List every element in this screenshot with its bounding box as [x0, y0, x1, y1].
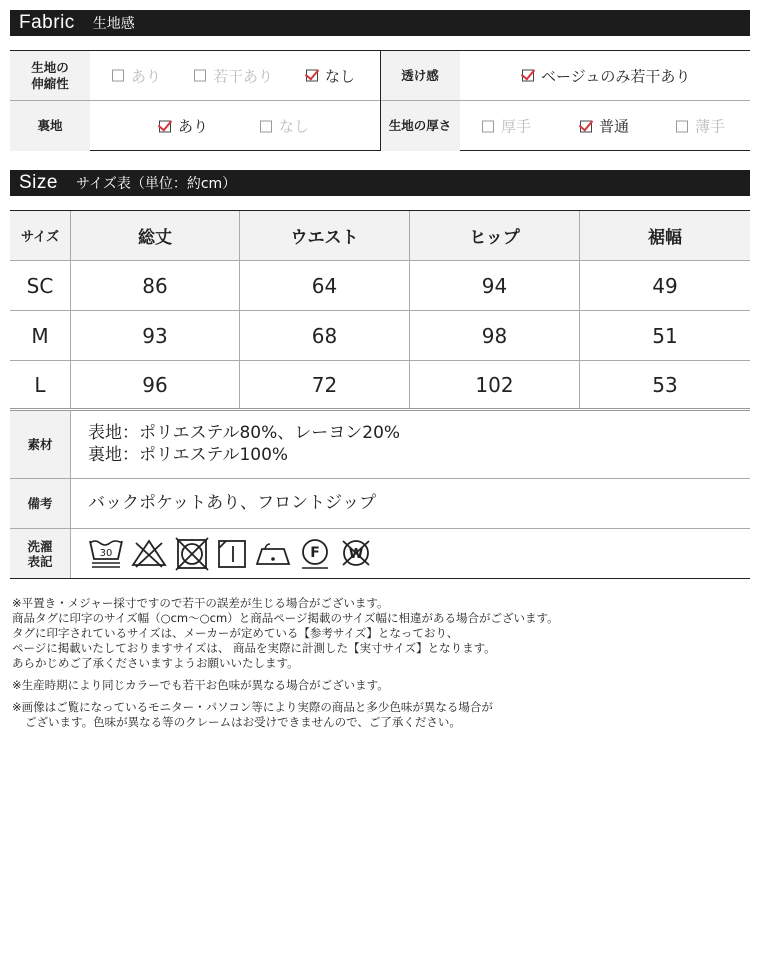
- note-line: 商品タグに印字のサイズ幅（○cm〜○cm）と商品ページ掲載のサイズ幅に相違がある場合がございます。: [12, 611, 559, 625]
- table-cell: 102: [410, 361, 580, 408]
- checked-checkbox-icon: [580, 120, 592, 132]
- note-line: ※平置き・メジャー採寸ですので若干の誤差が生じる場合がございます。: [12, 596, 389, 610]
- lining-options: [90, 101, 380, 151]
- thickness-option-thick[interactable]: [482, 116, 531, 137]
- material-label: 素材: [10, 411, 71, 478]
- material-outer: 表地：ポリエステル80%、レーヨン20%: [88, 423, 401, 444]
- table-cell: 51: [652, 323, 678, 348]
- note-line: タグに印字されているサイズは、メーカーが定めている【参考サイズ】となっており、: [12, 626, 459, 640]
- sheer-options: [460, 51, 750, 100]
- lining-label: 裏地: [10, 101, 90, 151]
- note-line: ※生産時期により同じカラーでも若干お色味が異なる場合がございます。: [12, 678, 389, 692]
- sheer-label: 透け感: [380, 51, 460, 100]
- checkbox-icon: [194, 70, 206, 82]
- fabric-divider: [380, 51, 381, 151]
- wash-30-icon: [88, 537, 124, 571]
- thickness-option-thin[interactable]: [676, 116, 725, 137]
- thickness-label: 生地の厚さ: [380, 101, 460, 151]
- size-header-size: サイズ: [10, 211, 71, 260]
- fabric-title-en: Fabric: [19, 12, 75, 33]
- stretch-label-line2: 伸縮性: [31, 75, 69, 91]
- size-header-waist: ウエスト: [240, 211, 410, 260]
- fabric-title-jp: 生地感: [92, 16, 135, 32]
- size-title-jp: サイズ表（単位：約cm）: [75, 176, 237, 192]
- material-row: [10, 411, 750, 479]
- checkbox-icon: [482, 120, 494, 132]
- table-row: [10, 311, 750, 361]
- option-label: あり: [131, 67, 162, 85]
- checkbox-icon: [676, 120, 688, 132]
- size-header-length: 総丈: [71, 211, 240, 260]
- size-section-header: [10, 170, 750, 196]
- option-label: 厚手: [501, 117, 532, 136]
- remarks-value: バックポケットあり、フロントジップ: [88, 492, 377, 513]
- stretch-label: [10, 51, 90, 100]
- no-tumble-dry-icon: [174, 537, 210, 571]
- option-label: 普通: [599, 117, 630, 136]
- stretch-label-line1: 生地の: [31, 59, 69, 75]
- checked-checkbox-icon: [306, 70, 318, 82]
- care-row: [10, 529, 750, 579]
- size-title-en: Size: [19, 172, 58, 193]
- table-cell: 68: [240, 311, 410, 360]
- iron-low-icon: [254, 537, 292, 571]
- care-label-line1: 洗濯: [27, 538, 53, 554]
- thickness-options: [460, 101, 750, 151]
- table-cell: 72: [240, 361, 410, 408]
- size-table: [10, 210, 750, 579]
- size-header-row: [10, 211, 750, 261]
- checkbox-icon: [112, 70, 124, 82]
- table-cell: 64: [240, 261, 410, 310]
- stretch-options: [90, 51, 380, 100]
- material-lining: 裏地：ポリエステル100%: [88, 444, 289, 465]
- hang-dry-shade-icon: [216, 537, 248, 571]
- thickness-option-normal[interactable]: [580, 116, 629, 137]
- care-label: [10, 529, 71, 578]
- checked-checkbox-icon: [159, 120, 171, 132]
- table-cell: 98: [410, 311, 580, 360]
- table-cell: 53: [652, 372, 678, 397]
- checkbox-icon: [260, 120, 272, 132]
- remarks-row: [10, 479, 750, 529]
- table-cell: 86: [71, 261, 240, 310]
- wash-temp: 30: [99, 547, 113, 559]
- checked-checkbox-icon: [522, 70, 534, 82]
- table-row: [10, 361, 750, 411]
- fabric-section-header: [10, 10, 750, 36]
- fabric-table: [10, 50, 750, 151]
- table-cell: 93: [71, 311, 240, 360]
- option-label: あり: [178, 117, 209, 136]
- lining-option-nashi[interactable]: [260, 116, 309, 137]
- notes-block: [12, 596, 748, 730]
- table-cell: 96: [71, 361, 240, 408]
- note-line: ※画像はご覧になっているモニター・パソコン等により実際の商品と多少色味が異なる場合が: [12, 700, 493, 714]
- note-line: ございます。色味が異なる等のクレームはお受けできませんので、ご了承ください。: [25, 715, 461, 729]
- wet-clean-letter: W: [348, 546, 364, 562]
- dry-clean-letter: F: [310, 544, 320, 561]
- option-label: なし: [325, 67, 356, 85]
- size-name: M: [10, 311, 71, 360]
- table-cell: 49: [652, 273, 678, 298]
- option-label: 若干あり: [213, 67, 274, 85]
- lining-option-ari[interactable]: [159, 116, 208, 137]
- table-row: [10, 261, 750, 311]
- care-symbols: [71, 529, 750, 578]
- size-header-hip: ヒップ: [410, 211, 580, 260]
- care-label-line2: 表記: [27, 553, 53, 569]
- note-line: ページに掲載いたしておりますサイズは、 商品を実際に計測した【実寸サイズ】となります。: [12, 641, 496, 655]
- option-label: なし: [279, 117, 310, 136]
- stretch-option-nashi[interactable]: [306, 65, 355, 86]
- stretch-option-jakkan[interactable]: [194, 65, 273, 86]
- table-cell: 94: [410, 261, 580, 310]
- stretch-option-ari[interactable]: [112, 65, 161, 86]
- no-wet-clean-icon: [338, 537, 374, 571]
- material-value: [71, 411, 750, 478]
- size-name: L: [10, 361, 71, 408]
- no-bleach-icon: [130, 537, 168, 571]
- option-label: 薄手: [695, 117, 726, 136]
- remarks-label: 備考: [10, 479, 71, 528]
- sheer-option-beige[interactable]: [522, 65, 690, 86]
- option-label: ベージュのみ若干あり: [541, 67, 691, 85]
- note-line: あらかじめご了承くださいますようお願いいたします。: [12, 656, 299, 670]
- size-name: SC: [10, 261, 71, 310]
- size-header-hem: 裾幅: [580, 211, 750, 260]
- dry-clean-f-icon: [298, 537, 332, 571]
